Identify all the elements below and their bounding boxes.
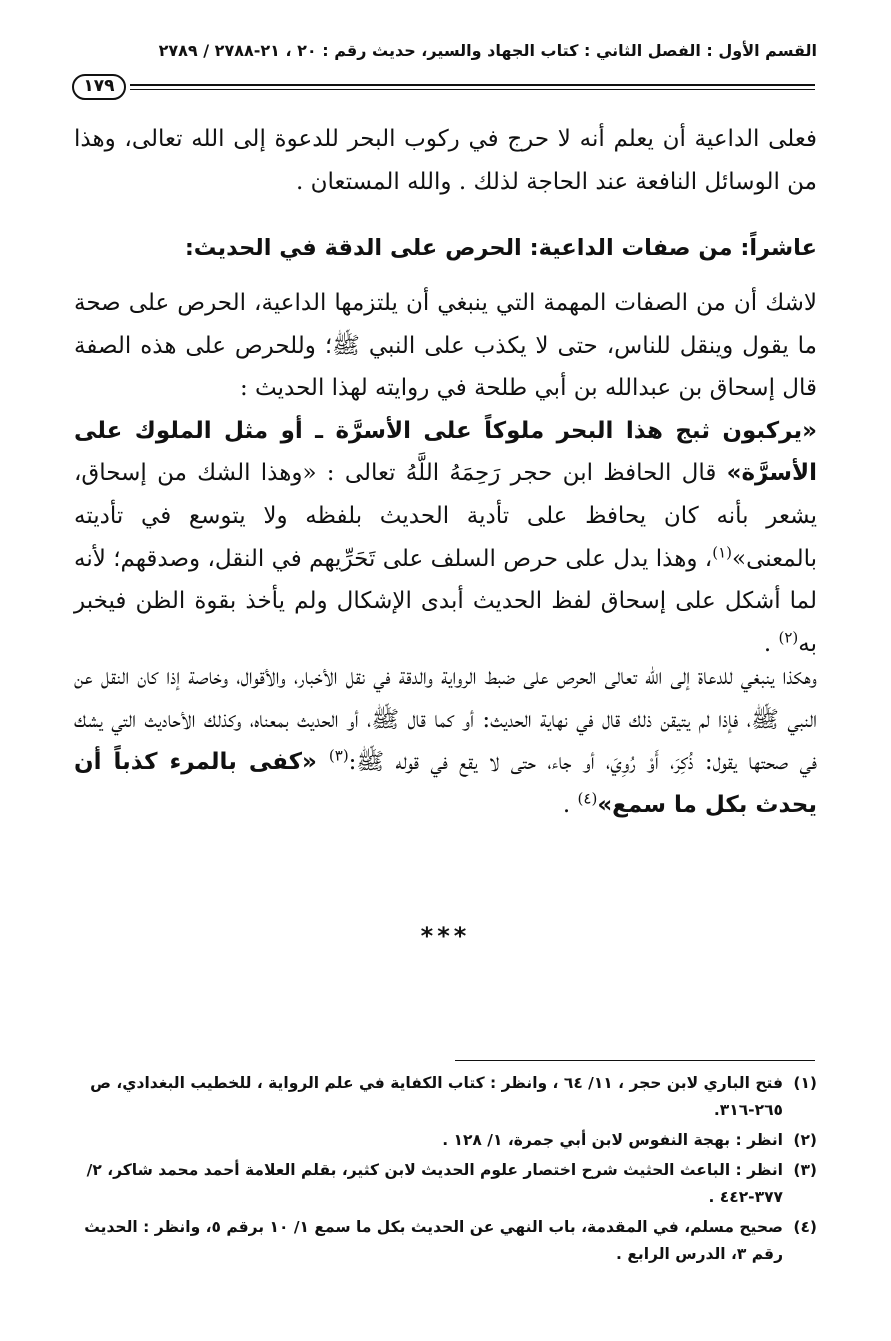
footnote-text: انظر : الباعث الحثيث شرح اختصار علوم الحديث لابن كثير، بقلم العلامة أحمد محمد شاكر، ٢/ ٣٧٧-٤٤٢ . (86, 1161, 783, 1206)
footnote-text: انظر : بهجة النفوس لابن أبي جمرة، ١/ ١٢٨ . (442, 1131, 783, 1149)
hadith-quote-2: «كفى بالمرء كذباً أن يحدث بكل ما سمع» (74, 749, 817, 818)
footnotes-list (74, 1070, 817, 1271)
footnote-rule (455, 1060, 815, 1061)
footnote-ref-1[interactable]: (١) (712, 542, 732, 561)
paragraph-2-text-3: ، وهذا يدل على حرص السلف على تَحَرِّيهم في النقل، وصدقهم؛ لأنه لما أشكل على إسحاق لفظ الحديث أبدى الإشكال ولم يأخذ بقوة الظن فيخبر به (74, 545, 817, 657)
header-rule-thin (130, 89, 815, 90)
footnote-ref-3[interactable]: (٣) (328, 746, 349, 765)
paragraph-2 (74, 282, 817, 665)
footnote-item (74, 1157, 817, 1211)
footnote-ref-4[interactable]: (٤) (577, 789, 598, 808)
paragraph-3-text-1: وهكذا ينبغي للدعاة إلى الله تعالى الحرص على ضبط الرواية والدقة في نقل الأخبار، والأقوال، وخاصة إذا كان النقل عن النبي ﷺ، فإذا لم يتيقن ذلك قال في نهاية الحديث: أو كما قال ﷺ، أو الحديث بمعناه، وكذلك الأحاديث التي يشك في صحتها يقول: ذُكِرَ، أَوْ رُوِيَ، أو جاء، حتى لا يقع في قوله ﷺ: (74, 664, 817, 776)
footnote-number: (١) (793, 1074, 817, 1092)
footnote-number: (٢) (793, 1131, 817, 1149)
paragraph-2-text-2: قال الحافظ ابن حجر رَحِمَهُ اللَّهُ تعالى : «وهذا الشك من إسحاق، يشعر بأنه كان يحافظ على تأدية الحديث بلفظه ولا يتوسع في تأديته بالمعنى» (74, 460, 817, 572)
section-divider-stars: *** (420, 922, 471, 950)
paragraph-3 (74, 656, 817, 826)
footnote-item (74, 1127, 817, 1154)
hadith-quote-1: «يركبون ثبج هذا البحر ملوكاً على الأسرَّة ـ أو مثل الملوك على الأسرَّة» (74, 417, 817, 487)
footnote-number: (٣) (793, 1161, 817, 1179)
footnote-item (74, 1214, 817, 1268)
footnote-ref-2[interactable]: (٢) (778, 628, 799, 647)
paragraph-1: فعلى الداعية أن يعلم أنه لا حرج في ركوب البحر للدعوة إلى الله تعالى، وهذا من الوسائل النافعة عند الحاجة لذلك . والله المستعان . (74, 126, 817, 195)
header-rule (130, 84, 815, 86)
footnote-text: فتح الباري لابن حجر ، ١١/ ٦٤ ، وانظر : كتاب الكفاية في علم الرواية ، للخطيب البغدادي، ص ٢٦٥-٣١٦. (90, 1074, 783, 1119)
running-header: القسم الأول : الفصل الثاني : كتاب الجهاد والسير، حديث رقم : ٢٠ ، ٢١-٢٧٨٨ / ٢٧٨٩ (158, 41, 817, 60)
paragraph-3-end: . (562, 791, 578, 818)
footnote-item (74, 1070, 817, 1124)
page-number: ١٧٩ (72, 74, 126, 100)
paragraph-2-end: . (763, 630, 779, 657)
footnote-number: (٤) (793, 1218, 817, 1236)
paragraph-2-text-1: لاشك أن من الصفات المهمة التي ينبغي أن يلتزمها الداعية، الحرص على صحة ما يقول وينقل للناس، حتى لا يكذب على النبي ﷺ؛ وللحرص على هذه الصفة قال إسحاق بن عبدالله بن أبي طلحة في روايته لهذا الحديث : (74, 290, 817, 402)
section-heading: عاشراً: من صفات الداعية: الحرص على الدقة في الحديث: (184, 235, 817, 261)
footnote-text: صحيح مسلم، في المقدمة، باب النهي عن الحديث بكل ما سمع ١/ ١٠ برقم ٥، وانظر : الحديث رقم ٣، الدرس الرابع . (84, 1218, 783, 1263)
